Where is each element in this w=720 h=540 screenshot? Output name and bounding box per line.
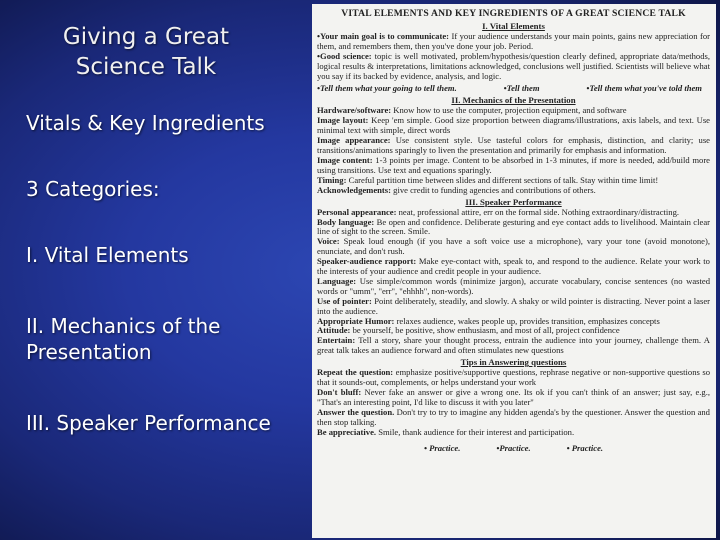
mechanics-item-text: Know how to use the computer, projection equipment, and software: [391, 105, 627, 116]
speaker-item-label: Attitude:: [317, 325, 351, 336]
main-goal-paragraph: [317, 32, 710, 52]
mechanics-item-text: Keep 'em simple. Good size proportion between diagrams/illustrations, axis labels, and text. Use minimal text with simple, direct words: [317, 115, 710, 136]
mechanics-item-label: Acknowledgements:: [317, 184, 391, 195]
vitals-heading: Vitals & Key Ingredients: [26, 111, 265, 135]
category-vital-elements: I. Vital Elements: [26, 243, 189, 267]
categories-heading: 3 Categories:: [26, 177, 160, 201]
speaker-item-text: be yourself, be positive, show enthusiasm, and most of all, project confidence: [350, 325, 620, 336]
speaker-item-text: relaxes audience, wakes people up, provides transition, emphasizes concepts: [394, 315, 660, 326]
section-speaker-heading: III. Speaker Performance: [465, 196, 562, 207]
speaker-item-label: Appropriate Humor:: [317, 315, 395, 326]
tell-them-1: •Tell them what your going to tell them.: [317, 82, 457, 93]
speaker-item-label: Entertain:: [317, 335, 356, 346]
section-questions-heading: Tips in Answering questions: [460, 357, 567, 368]
section-vital-elements-heading: I. Vital Elements: [482, 21, 545, 31]
mechanics-list: [317, 106, 710, 195]
speaker-item-text: Make eye-contact with, speak to, and respond to the audience. Relate your work to the interests of your audience and credit people in your audience.: [317, 256, 710, 277]
questions-item-label: Don't bluff:: [317, 387, 362, 397]
good-science-text: topic is well motivated, problem/hypothesis/question clearly defined, appropriate data/methods, logical results & interpretations, limitations acknowledged, conclusions well justified. Scientists will believe what you say if its backed by evidence, analysis, and logic.: [317, 50, 710, 81]
document-image: [312, 4, 716, 538]
questions-item-label: Answer the question.: [317, 406, 395, 417]
questions-item-label: Be appreciative.: [317, 426, 377, 437]
practice-row: [317, 444, 710, 454]
tell-them-2: •Tell them: [503, 82, 540, 93]
speaker-item-label: Language:: [317, 275, 357, 286]
speaker-item-label: Body language:: [317, 216, 375, 227]
good-science-label: •Good science:: [317, 50, 372, 61]
mechanics-item-label: Image layout:: [317, 115, 369, 126]
speaker-item: [317, 297, 710, 317]
slide-title: [0, 22, 292, 82]
slide-title-line2: Science Talk: [75, 54, 217, 80]
speaker-item-text: Be open and confidence. Deliberate gesturing and eye contact adds to livelihood. Maintain clear line of sight to the screen. Smile.: [317, 216, 710, 237]
mechanics-item: [317, 116, 710, 136]
speaker-item-text: Tell a story, share your thought process, entrain the audience into your journey, challenge them. A great talk takes an audience forward and often stimulates new questions: [317, 335, 710, 356]
tell-them-row: [317, 84, 710, 94]
questions-item-text: Never fake an answer or give a wrong one. Its ok if you can't think of an answer; just say, e.g., "That's an interesting point, I'd like to discuss it with you later": [317, 387, 711, 407]
questions-item-text: emphasize positive/supportive questions, rephrase negative or non-supportive questions so that it sounds-out, complements, or helps understand your work: [317, 367, 710, 388]
mechanics-item-text: Careful partition time between slides and different sections of talk. Stay within time limit!: [346, 174, 659, 185]
questions-item-text: Smile, thank audience for their interest and participation.: [376, 426, 575, 437]
practice-1: • Practice.: [423, 442, 461, 453]
speaker-item-label: Personal appearance:: [317, 206, 397, 217]
questions-item: [317, 408, 710, 428]
practice-2: •Practice.: [496, 442, 531, 453]
speaker-list: [317, 208, 710, 357]
mechanics-item-text: 1-3 points per image. Content to be absorbed in 1-3 minutes, if more is needed, add/build more using transitions. Use text and equations sparingly.: [317, 154, 710, 175]
speaker-item-label: Speaker-audience rapport:: [317, 256, 417, 267]
speaker-item-text: Speak loud enough (if you have a soft voice use a microphone), vary your tone (avoid monotone), enunciate, and don't rush.: [317, 236, 710, 257]
questions-item-text: Don't try to try to imagine any hidden agenda's by the questioner. Answer the question and then stop talking.: [317, 406, 710, 427]
category-mechanics: [26, 313, 220, 365]
mechanics-item: [317, 156, 710, 176]
main-goal-text: If your audience understands your main points, gains new appreciation for them, and remembers them, then you've done your job. Period.: [317, 31, 710, 51]
category-mechanics-line2: Presentation: [26, 340, 152, 364]
mechanics-item-label: Image content:: [317, 154, 373, 165]
document-title: VITAL ELEMENTS AND KEY INGREDIENTS OF A GREAT SCIENCE TALK: [341, 8, 686, 19]
tell-them-3: •Tell them what you've told them: [586, 82, 702, 93]
speaker-item: [317, 237, 710, 257]
mechanics-item-text: Use consistent style. Use tasteful colors for emphasis, distinction, and clarity; use transitions/animations sparingly to liven the presentation and primarily for emphasis and information.: [317, 135, 710, 156]
questions-item: [317, 428, 710, 438]
questions-item: [317, 388, 710, 408]
mechanics-item-label: Image appearance:: [317, 135, 391, 146]
mechanics-item: [317, 186, 710, 196]
mechanics-item-label: Hardware/software:: [317, 105, 392, 116]
main-goal-label: •Your main goal is to communicate:: [317, 31, 450, 41]
mechanics-item: [317, 136, 710, 156]
questions-item: [317, 368, 710, 388]
slide-title-line1: Giving a Great: [62, 24, 230, 50]
category-speaker-performance: III. Speaker Performance: [26, 411, 271, 435]
left-panel: [0, 0, 312, 540]
questions-list: [317, 368, 710, 437]
speaker-item-label: Voice:: [317, 236, 340, 247]
speaker-item: [317, 257, 710, 277]
speaker-item-text: neat, professional attire, err on the formal side. Nothing extraordinary/distracting.: [396, 206, 680, 217]
speaker-item-label: Use of pointer:: [317, 295, 372, 306]
section-mechanics-heading: II. Mechanics of the Presentation: [451, 95, 576, 106]
mechanics-item-label: Timing:: [317, 174, 347, 185]
questions-item-label: Repeat the question:: [317, 367, 394, 378]
speaker-item: [317, 277, 710, 297]
speaker-item-text: Use simple/common words (minimize jargon), accurate vocabulary, concise sentences (no wasted words or "umm", "err", "ehhhh", non-words).: [317, 275, 710, 296]
speaker-item: [317, 218, 710, 238]
speaker-item: [317, 336, 710, 356]
good-science-paragraph: [317, 52, 710, 82]
practice-3: • Practice.: [566, 442, 604, 453]
mechanics-item-text: give credit to funding agencies and contributions of others.: [391, 184, 596, 195]
category-mechanics-line1: II. Mechanics of the: [26, 314, 221, 338]
speaker-item-text: Point deliberately, steadily, and slowly. A shaky or wild pointer is distracting. Never point a laser into the audience.: [317, 295, 710, 316]
